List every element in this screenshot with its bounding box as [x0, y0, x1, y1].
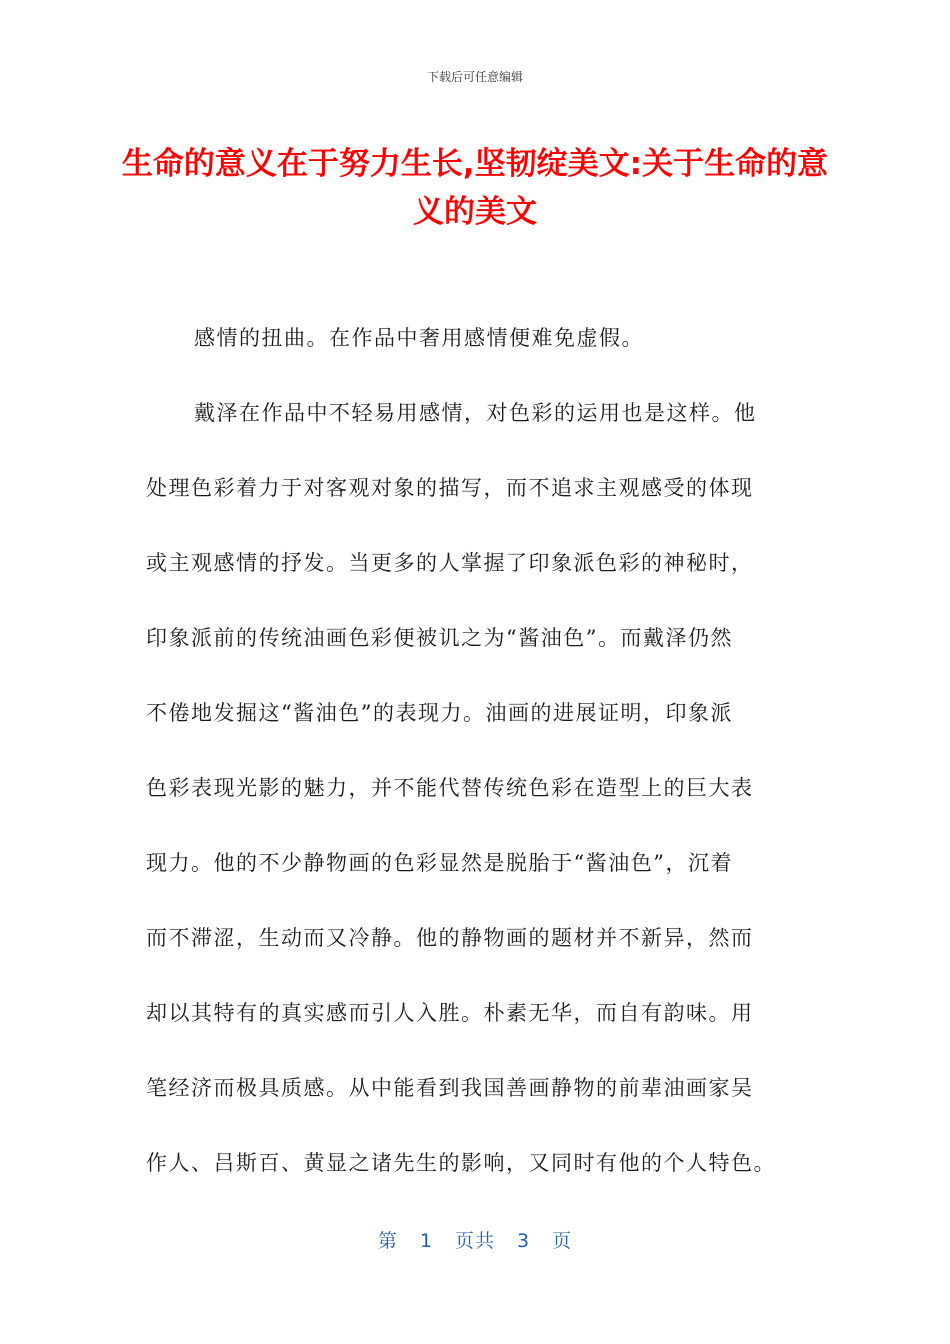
header-note: 下载后可任意编辑 — [426, 70, 523, 84]
paragraph-line: 感情的扭曲。在作品中奢用感情便难免虚假。 — [194, 326, 644, 350]
paragraph-line: 而不滞涩，生动而又冷静。他的静物画的题材并不新异，然而 — [146, 926, 754, 950]
paragraph-line: 处理色彩着力于对客观对象的描写，而不追求主观感受的体现 — [146, 476, 754, 500]
paragraph-2 — [146, 397, 806, 1179]
footer-suffix: 页 — [552, 1230, 573, 1252]
footer-middle: 页共 — [454, 1230, 495, 1252]
paragraph-1 — [146, 322, 806, 354]
paragraph-line: 或主观感情的抒发。当更多的人掌握了印象派色彩的神秘时， — [146, 551, 754, 575]
page-footer — [0, 1226, 950, 1253]
paragraph-line: 作人、吕斯百、黄显之诸先生的影响，又同时有他的个人特色。 — [146, 1151, 776, 1175]
footer-prefix: 第 — [377, 1230, 398, 1252]
paragraph-line: 不倦地发掘这“酱油色”的表现力。油画的进展证明，印象派 — [146, 701, 733, 725]
paragraph-line: 却以其特有的真实感而引人入胜。朴素无华，而自有韵味。用 — [146, 1001, 754, 1025]
paragraph-line: 笔经济而极具质感。从中能看到我国善画静物的前辈油画家吴 — [146, 1076, 754, 1100]
footer-total-pages: 3 — [517, 1230, 531, 1252]
paragraph-line: 戴泽在作品中不轻易用感情，对色彩的运用也是这样。他 — [194, 401, 757, 425]
document-title: 生命的意义在于努力生长,坚韧绽美文:关于生命的意义的美文 — [121, 146, 829, 230]
paragraph-line: 色彩表现光影的魅力，并不能代替传统色彩在造型上的巨大表 — [146, 776, 754, 800]
paragraph-line: 印象派前的传统油画色彩便被讥之为“酱油色”。而戴泽仍然 — [146, 626, 733, 650]
paragraph-line: 现力。他的不少静物画的色彩显然是脱胎于“酱油色”，沉着 — [146, 851, 733, 875]
footer-current-page: 1 — [419, 1230, 433, 1252]
document-body — [146, 322, 806, 1222]
